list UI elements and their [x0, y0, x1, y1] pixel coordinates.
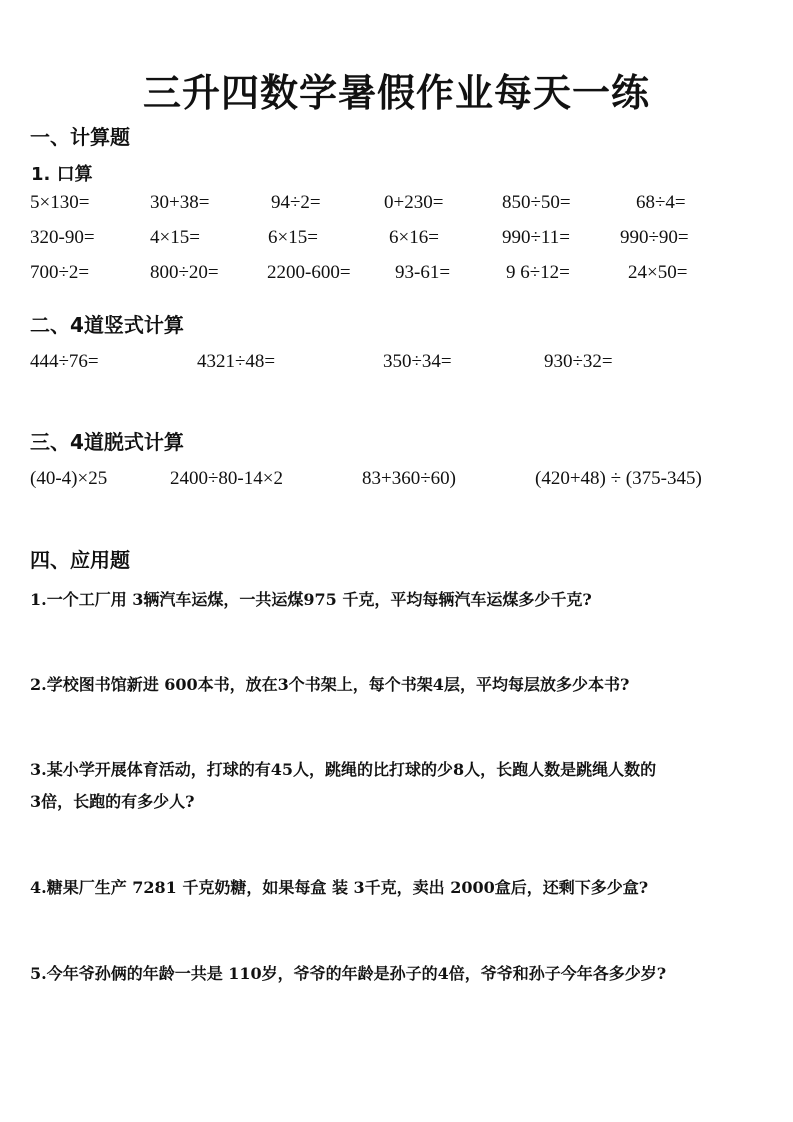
step-calc-item: 83+360÷60) — [362, 468, 456, 489]
mental-math-item: 4×15= — [150, 227, 200, 248]
section-heading-vertical-calculation: 二、4道竖式计算 — [30, 313, 184, 337]
word-problem-continuation: 3倍，长跑的有多少人? — [30, 792, 195, 811]
mental-math-item: 2200-600= — [267, 262, 351, 283]
section-heading-word-problems: 四、应用题 — [30, 548, 130, 572]
mental-math-item: 68÷4= — [636, 192, 686, 213]
vertical-calc-item: 444÷76= — [30, 351, 99, 372]
word-problem: 5.今年爷孙俩的年龄一共是 110岁，爷爷的年龄是孙子的4倍，爷爷和孙子今年各多少岁? — [30, 964, 667, 983]
mental-math-item: 9 6÷12= — [506, 262, 570, 283]
vertical-calc-item: 350÷34= — [383, 351, 452, 372]
word-problem: 2.学校图书馆新进 600本书，放在3个书架上，每个书架4层，平均每层放多少本书? — [30, 675, 630, 694]
mental-math-item: 5×130= — [30, 192, 90, 213]
mental-math-item: 0+230= — [384, 192, 444, 213]
mental-math-item: 990÷90= — [620, 227, 689, 248]
word-problem: 4.糖果厂生产 7281 千克奶糖，如果每盒 装 3千克，卖出 2000盒后，还剩下多少盒? — [30, 878, 649, 897]
mental-math-item: 6×16= — [389, 227, 439, 248]
vertical-calc-item: 930÷32= — [544, 351, 613, 372]
mental-math-item: 320-90= — [30, 227, 95, 248]
vertical-calc-item: 4321÷48= — [197, 351, 276, 372]
mental-math-item: 6×15= — [268, 227, 318, 248]
section-heading-calculation: 一、计算题 — [30, 125, 130, 149]
subsection-mental-math: 1. 口算 — [31, 164, 93, 185]
mental-math-item: 93-61= — [395, 262, 451, 283]
section-heading-step-calculation: 三、4道脱式计算 — [30, 430, 184, 454]
word-problem: 3.某小学开展体育活动，打球的有45人，跳绳的比打球的少8人，长跑人数是跳绳人数的 — [30, 760, 657, 779]
mental-math-item: 700÷2= — [30, 262, 90, 283]
mental-math-item: 990÷11= — [502, 227, 570, 248]
mental-math-item: 30+38= — [150, 192, 210, 213]
mental-math-item: 850÷50= — [502, 192, 571, 213]
mental-math-item: 94÷2= — [271, 192, 321, 213]
step-calc-item: (40-4)×25 — [30, 468, 108, 489]
page-title: 三升四数学暑假作业每天一练 — [142, 71, 650, 115]
step-calc-item: 2400÷80-14×2 — [170, 468, 283, 489]
step-calc-item: (420+48) ÷ (375-345) — [535, 468, 702, 489]
word-problem: 1.一个工厂用 3辆汽车运煤，一共运煤975 千克，平均每辆汽车运煤多少千克? — [30, 590, 592, 609]
mental-math-item: 800÷20= — [150, 262, 219, 283]
mental-math-item: 24×50= — [628, 262, 688, 283]
